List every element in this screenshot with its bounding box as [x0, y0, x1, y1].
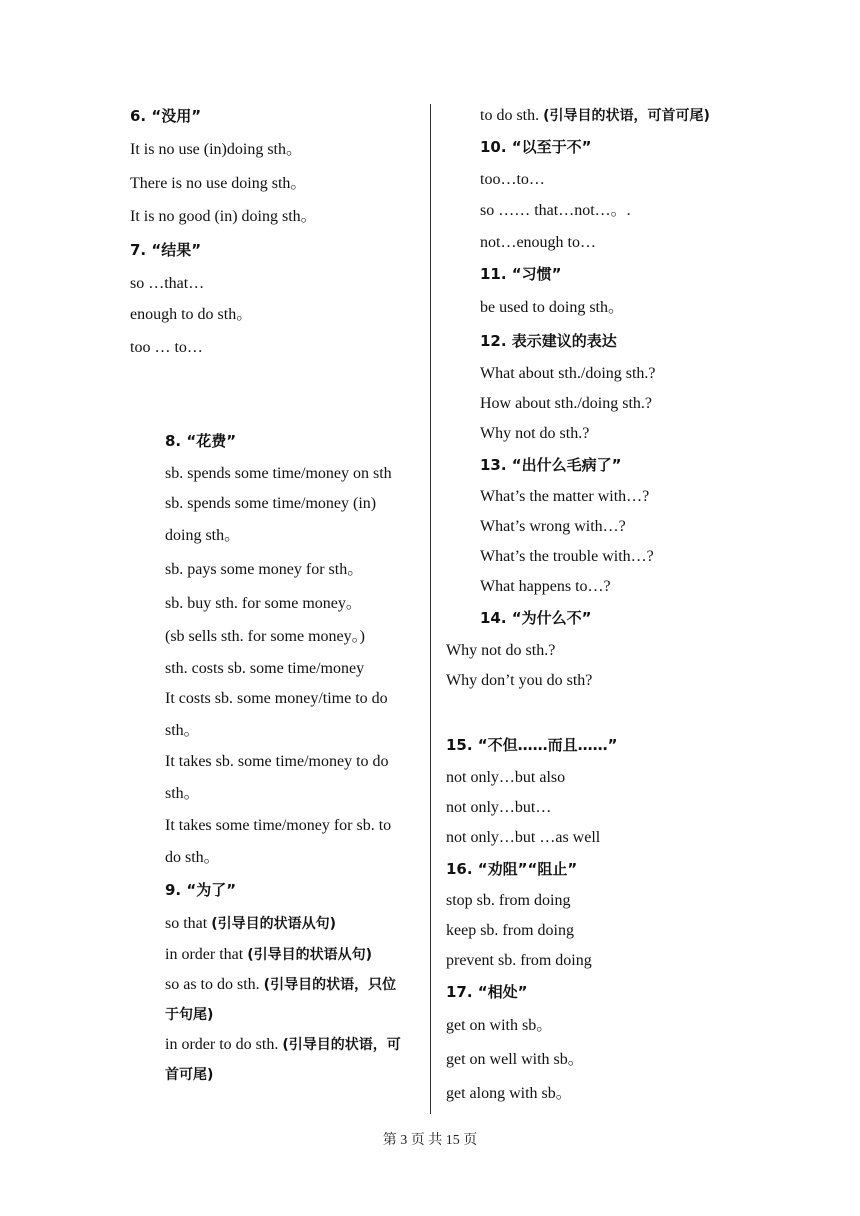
text-line: What about sth./doing sth.? [480, 365, 656, 382]
section-heading: 16. “劝阻”“阻止” [446, 860, 578, 878]
text-line: enough to do sth。 [130, 306, 253, 323]
column-divider [430, 104, 431, 1114]
text-line: not…enough to… [480, 234, 596, 251]
phrase-text: in order to do sth. [165, 1036, 279, 1053]
text-line: too…to… [480, 171, 545, 188]
section-heading: 7. “结果” [130, 241, 202, 259]
section-heading: 10. “以至于不” [480, 138, 592, 156]
phrase-note: (引导目的状语从句) [247, 947, 372, 963]
text-line: not only…but …as well [446, 829, 601, 846]
text-line: keep sb. from doing [446, 922, 574, 939]
section-heading: 13. “出什么毛病了” [480, 456, 622, 474]
text-line [165, 975, 396, 995]
text-line [165, 914, 336, 934]
section-heading: 17. “相处” [446, 983, 528, 1001]
text-line: Why don’t you do sth? [446, 672, 593, 689]
phrase-note: (引导目的状语，只位 [263, 977, 397, 993]
text-line: prevent sb. from doing [446, 952, 592, 969]
section-heading: 12. 表示建议的表达 [480, 332, 617, 350]
text-line: It takes some time/money for sb. to [165, 817, 392, 834]
text-line: so …that… [130, 275, 205, 292]
text-line: What’s wrong with…? [480, 518, 626, 535]
text-line: sb. spends some time/money (in) [165, 495, 377, 512]
text-line: not only…but also [446, 769, 566, 786]
section-heading: 15. “不但……而且……” [446, 736, 618, 754]
text-line: sth。 [165, 722, 200, 739]
section-heading: 14. “为什么不” [480, 609, 592, 627]
phrase-note: 首可尾) [165, 1067, 214, 1083]
text-line: get along with sb。 [446, 1085, 572, 1102]
text-line: It costs sb. some money/time to do [165, 690, 388, 707]
text-line: too … to… [130, 339, 203, 356]
text-line: sb. spends some time/money on sth [165, 465, 392, 482]
text-line: doing sth。 [165, 527, 241, 544]
text-line [165, 945, 372, 965]
text-line: What’s the trouble with…? [480, 548, 654, 565]
text-line: What happens to…? [480, 578, 611, 595]
text-line: (sb sells sth. for some money。) [165, 628, 365, 645]
phrase-text: in order that [165, 946, 244, 963]
text-line: not only…but… [446, 799, 552, 816]
text-line: so …… that…not…。. [480, 202, 631, 219]
text-line: There is no use doing sth。 [130, 175, 307, 192]
text-line: sth. costs sb. some time/money [165, 660, 365, 677]
phrase-note: 于句尾) [165, 1007, 214, 1023]
text-line: Why not do sth.? [480, 425, 590, 442]
text-line: sth。 [165, 785, 200, 802]
text-line: Why not do sth.? [446, 642, 556, 659]
section-heading: 9. “为了” [165, 881, 237, 899]
text-line: be used to doing sth。 [480, 299, 624, 316]
page-number-footer: 第 3 页 共 15 页 [382, 1133, 478, 1148]
phrase-text: so as to do sth. [165, 976, 260, 993]
text-line [480, 106, 710, 126]
phrase-note: (引导目的状语，可 [282, 1037, 401, 1053]
section-heading: 6. “没用” [130, 107, 202, 125]
text-line: How about sth./doing sth.? [480, 395, 652, 412]
phrase-text: so that [165, 915, 208, 932]
text-line: get on with sb。 [446, 1017, 553, 1034]
text-line: It is no use (in)doing sth。 [130, 141, 302, 158]
text-line: do sth。 [165, 849, 220, 866]
phrase-text: to do sth. [480, 107, 540, 124]
phrase-note: (引导目的状语，可首可尾) [543, 108, 710, 124]
text-line: stop sb. from doing [446, 892, 571, 909]
text-line: sb. buy sth. for some money。 [165, 595, 362, 612]
text-line: What’s the matter with…? [480, 488, 650, 505]
text-line: It takes sb. some time/money to do [165, 753, 389, 770]
phrase-note: (引导目的状语从句) [211, 916, 337, 932]
section-heading: 11. “习惯” [480, 265, 562, 283]
text-line: sb. pays some money for sth。 [165, 561, 364, 578]
section-heading: 8. “花费” [165, 432, 237, 450]
text-line [165, 1035, 401, 1055]
text-line: It is no good (in) doing sth。 [130, 208, 317, 225]
text-line: get on well with sb。 [446, 1051, 584, 1068]
